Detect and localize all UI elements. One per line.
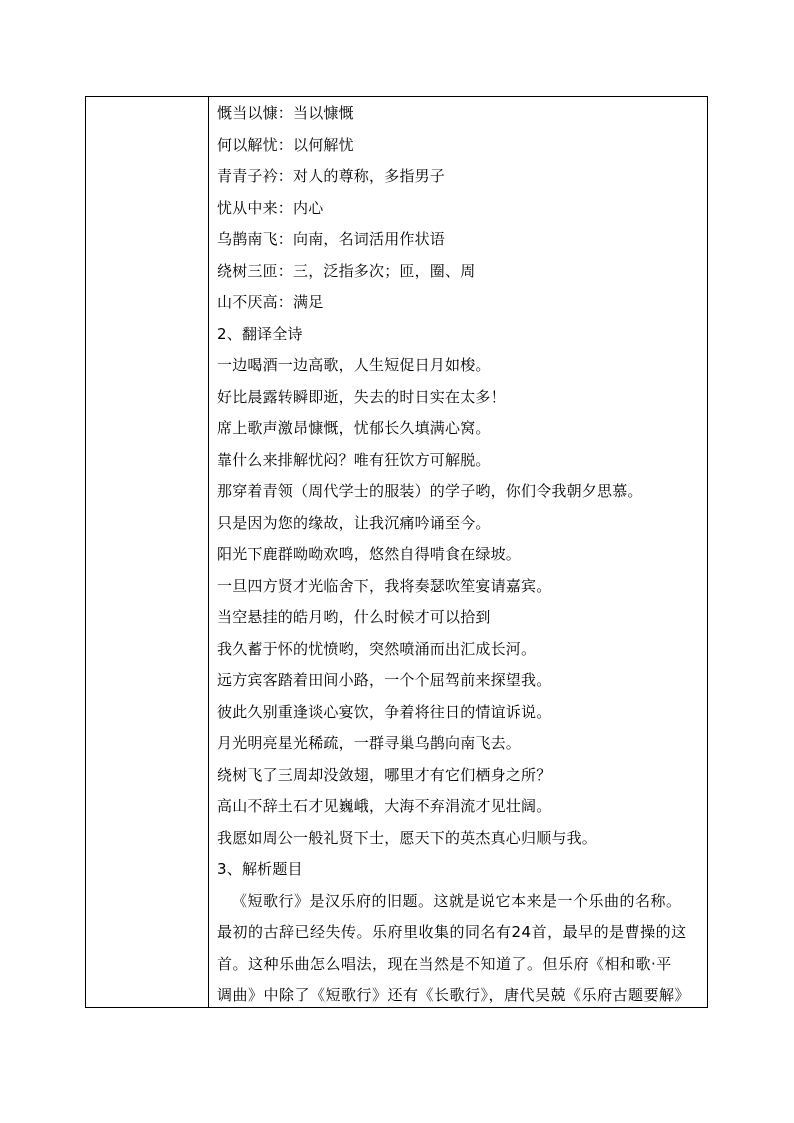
- section-heading: 2、翻译全诗: [217, 324, 303, 343]
- translation-line: 当空悬挂的皓月哟，什么时候才可以拾到: [217, 608, 491, 626]
- annotation-line: 忧从中来：内心: [217, 198, 324, 217]
- translation-line: 席上歌声激昂慷慨，忧郁长久填满心窝。: [217, 419, 491, 437]
- left-column-cell: [86, 97, 209, 1007]
- annotation-line: 慨当以慷：当以慷慨: [217, 104, 354, 122]
- translation-line: 好比晨露转瞬即逝，失去的时日实在太多！: [217, 387, 506, 406]
- document-table: [85, 96, 708, 1008]
- translation-line: 远方宾客踏着田间小路，一个个屈驾前来探望我。: [217, 671, 552, 689]
- analysis-paragraph-line: 首。这种乐曲怎么唱法，现在当然是不知道了。但乐府《相和歌·平: [217, 954, 672, 973]
- annotation-line: 青青子衿：对人的尊称，多指男子: [217, 167, 446, 185]
- translation-line: 靠什么来排解忧闷？唯有狂饮方可解脱。: [217, 450, 491, 469]
- analysis-paragraph-line: 最初的古辞已经失传。乐府里收集的同名有24首，最早的是曹操的这: [217, 923, 687, 941]
- translation-line: 一旦四方贤才光临舍下，我将奏瑟吹笙宴请嘉宾。: [217, 576, 552, 595]
- translation-line: 我久蓄于怀的忧愤哟，突然喷涌而出汇成长河。: [217, 639, 537, 658]
- translation-line: 那穿着青领（周代学士的服装）的学子哟，你们令我朝夕思慕。: [217, 482, 643, 500]
- annotation-line: 乌鹊南飞：向南，名词活用作状语: [217, 230, 446, 248]
- translation-line: 高山不辞土石才见巍峨，大海不弃涓流才见壮阔。: [217, 797, 552, 815]
- annotation-line: 山不厌高：满足: [217, 293, 324, 311]
- translation-line: 月光明亮星光稀疏，一群寻巢乌鹊向南飞去。: [217, 734, 522, 752]
- translation-line: 彼此久别重逢谈心宴饮，争着将往日的情谊诉说。: [217, 702, 552, 721]
- translation-line: 只是因为您的缘故，让我沉痛吟诵至今。: [217, 513, 491, 532]
- translation-line: 阳光下鹿群呦呦欢鸣，悠然自得啃食在绿坡。: [217, 545, 522, 563]
- analysis-paragraph-line: 调曲》中除了《短歌行》还有《长歌行》，唐代吴兢《乐府古题要解》: [217, 986, 691, 1004]
- translation-line: 一边喝酒一边高歌，人生短促日月如梭。: [217, 356, 491, 374]
- section-heading: 3、解析题目: [217, 860, 303, 878]
- content-cell: [209, 97, 707, 1007]
- translation-line: 绕树飞了三周却没敛翅，哪里才有它们栖身之所？: [217, 765, 552, 784]
- translation-line: 我愿如周公一般礼贤下士，愿天下的英杰真心归顺与我。: [217, 828, 598, 847]
- annotation-line: 绕树三匝：三，泛指多次；匝，圈、周: [217, 261, 476, 280]
- annotation-line: 何以解忧：以何解忧: [217, 135, 354, 154]
- analysis-paragraph-line: 《短歌行》是汉乐府的旧题。这就是说它本来是一个乐曲的名称。: [232, 891, 682, 910]
